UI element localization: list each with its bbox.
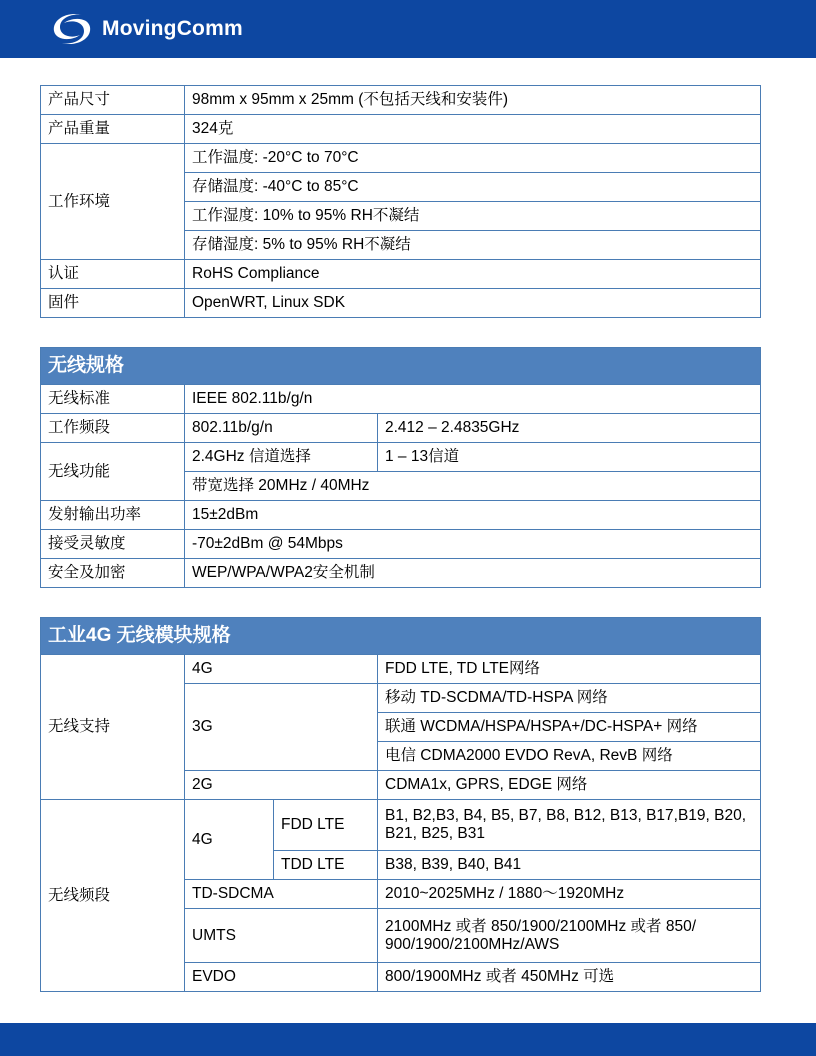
row-value: 电信 CDMA2000 EVDO RevA, RevB 网络 (378, 742, 761, 771)
row-sublabel: 4G (185, 655, 378, 684)
row-label: 工作频段 (41, 414, 185, 443)
row-value: 存储湿度: 5% to 95% RH不凝结 (185, 231, 761, 260)
row-value: 324克 (185, 115, 761, 144)
table-row (41, 289, 761, 318)
table-row (41, 414, 761, 443)
row-sublabel: 2G (185, 771, 378, 800)
table-row (41, 501, 761, 530)
row-label: 接受灵敏度 (41, 530, 185, 559)
table-row (41, 115, 761, 144)
table-row (41, 530, 761, 559)
row-value: 802.11b/g/n (185, 414, 378, 443)
row-label: 无线标准 (41, 385, 185, 414)
row-label: 发射输出功率 (41, 501, 185, 530)
row-value: B1, B2,B3, B4, B5, B7, B8, B12, B13, B17,B19, B20, B21, B25, B31 (378, 800, 761, 851)
row-value: OpenWRT, Linux SDK (185, 289, 761, 318)
table-row (41, 559, 761, 588)
row-sublabel: FDD LTE (274, 800, 378, 851)
section-header-row (41, 618, 761, 655)
table-row (41, 86, 761, 115)
row-value: FDD LTE, TD LTE网络 (378, 655, 761, 684)
row-value: 2100MHz 或者 850/1900/2100MHz 或者 850/ 900/1900/2100MHz/AWS (378, 909, 761, 963)
row-label: 固件 (41, 289, 185, 318)
row-value: 15±2dBm (185, 501, 761, 530)
row-label: 安全及加密 (41, 559, 185, 588)
table-row (41, 655, 761, 684)
swirl-logo-icon (46, 9, 98, 49)
module-spec-table (40, 617, 761, 992)
row-value: CDMA1x, GPRS, EDGE 网络 (378, 771, 761, 800)
section-header-row (41, 348, 761, 385)
row-label: 工作环境 (41, 144, 185, 260)
row-value: 存储温度: -40°C to 85°C (185, 173, 761, 202)
row-label: 无线频段 (41, 800, 185, 992)
row-value: WEP/WPA/WPA2安全机制 (185, 559, 761, 588)
row-value: 联通 WCDMA/HSPA/HSPA+/DC-HSPA+ 网络 (378, 713, 761, 742)
row-sublabel: TD-SDCMA (185, 880, 378, 909)
row-value: -70±2dBm @ 54Mbps (185, 530, 761, 559)
brand-logo (46, 8, 243, 50)
row-value: 2010~2025MHz / 1880～1920MHz (378, 880, 761, 909)
row-value: 2.412 – 2.4835GHz (378, 414, 761, 443)
row-value: 移动 TD-SCDMA/TD-HSPA 网络 (378, 684, 761, 713)
row-sublabel: 3G (185, 684, 378, 771)
section-title-module: 工业4G 无线模块规格 (41, 618, 761, 655)
row-sublabel: TDD LTE (274, 851, 378, 880)
table-row (41, 800, 761, 851)
row-sublabel: 4G (185, 800, 274, 880)
row-value: B38, B39, B40, B41 (378, 851, 761, 880)
row-label: 产品重量 (41, 115, 185, 144)
row-label: 认证 (41, 260, 185, 289)
table-row (41, 260, 761, 289)
row-value: RoHS Compliance (185, 260, 761, 289)
section-title-wireless: 无线规格 (41, 348, 761, 385)
row-value: 800/1900MHz 或者 450MHz 可选 (378, 963, 761, 992)
table-row (41, 385, 761, 414)
table-row (41, 443, 761, 472)
row-label: 无线功能 (41, 443, 185, 501)
row-sublabel: EVDO (185, 963, 378, 992)
footer-bar (0, 1023, 816, 1056)
wireless-spec-table (40, 347, 761, 588)
row-value: 工作湿度: 10% to 95% RH不凝结 (185, 202, 761, 231)
row-label: 无线支持 (41, 655, 185, 800)
row-value: IEEE 802.11b/g/n (185, 385, 761, 414)
brand-name: MovingComm (102, 17, 243, 40)
row-value: 1 – 13信道 (378, 443, 761, 472)
row-sublabel: UMTS (185, 909, 378, 963)
row-value: 2.4GHz 信道选择 (185, 443, 378, 472)
row-label: 产品尺寸 (41, 86, 185, 115)
row-value: 带宽选择 20MHz / 40MHz (185, 472, 761, 501)
general-spec-table (40, 85, 761, 318)
row-value: 98mm x 95mm x 25mm (不包括天线和安装件) (185, 86, 761, 115)
row-value: 工作温度: -20°C to 70°C (185, 144, 761, 173)
table-row (41, 144, 761, 173)
